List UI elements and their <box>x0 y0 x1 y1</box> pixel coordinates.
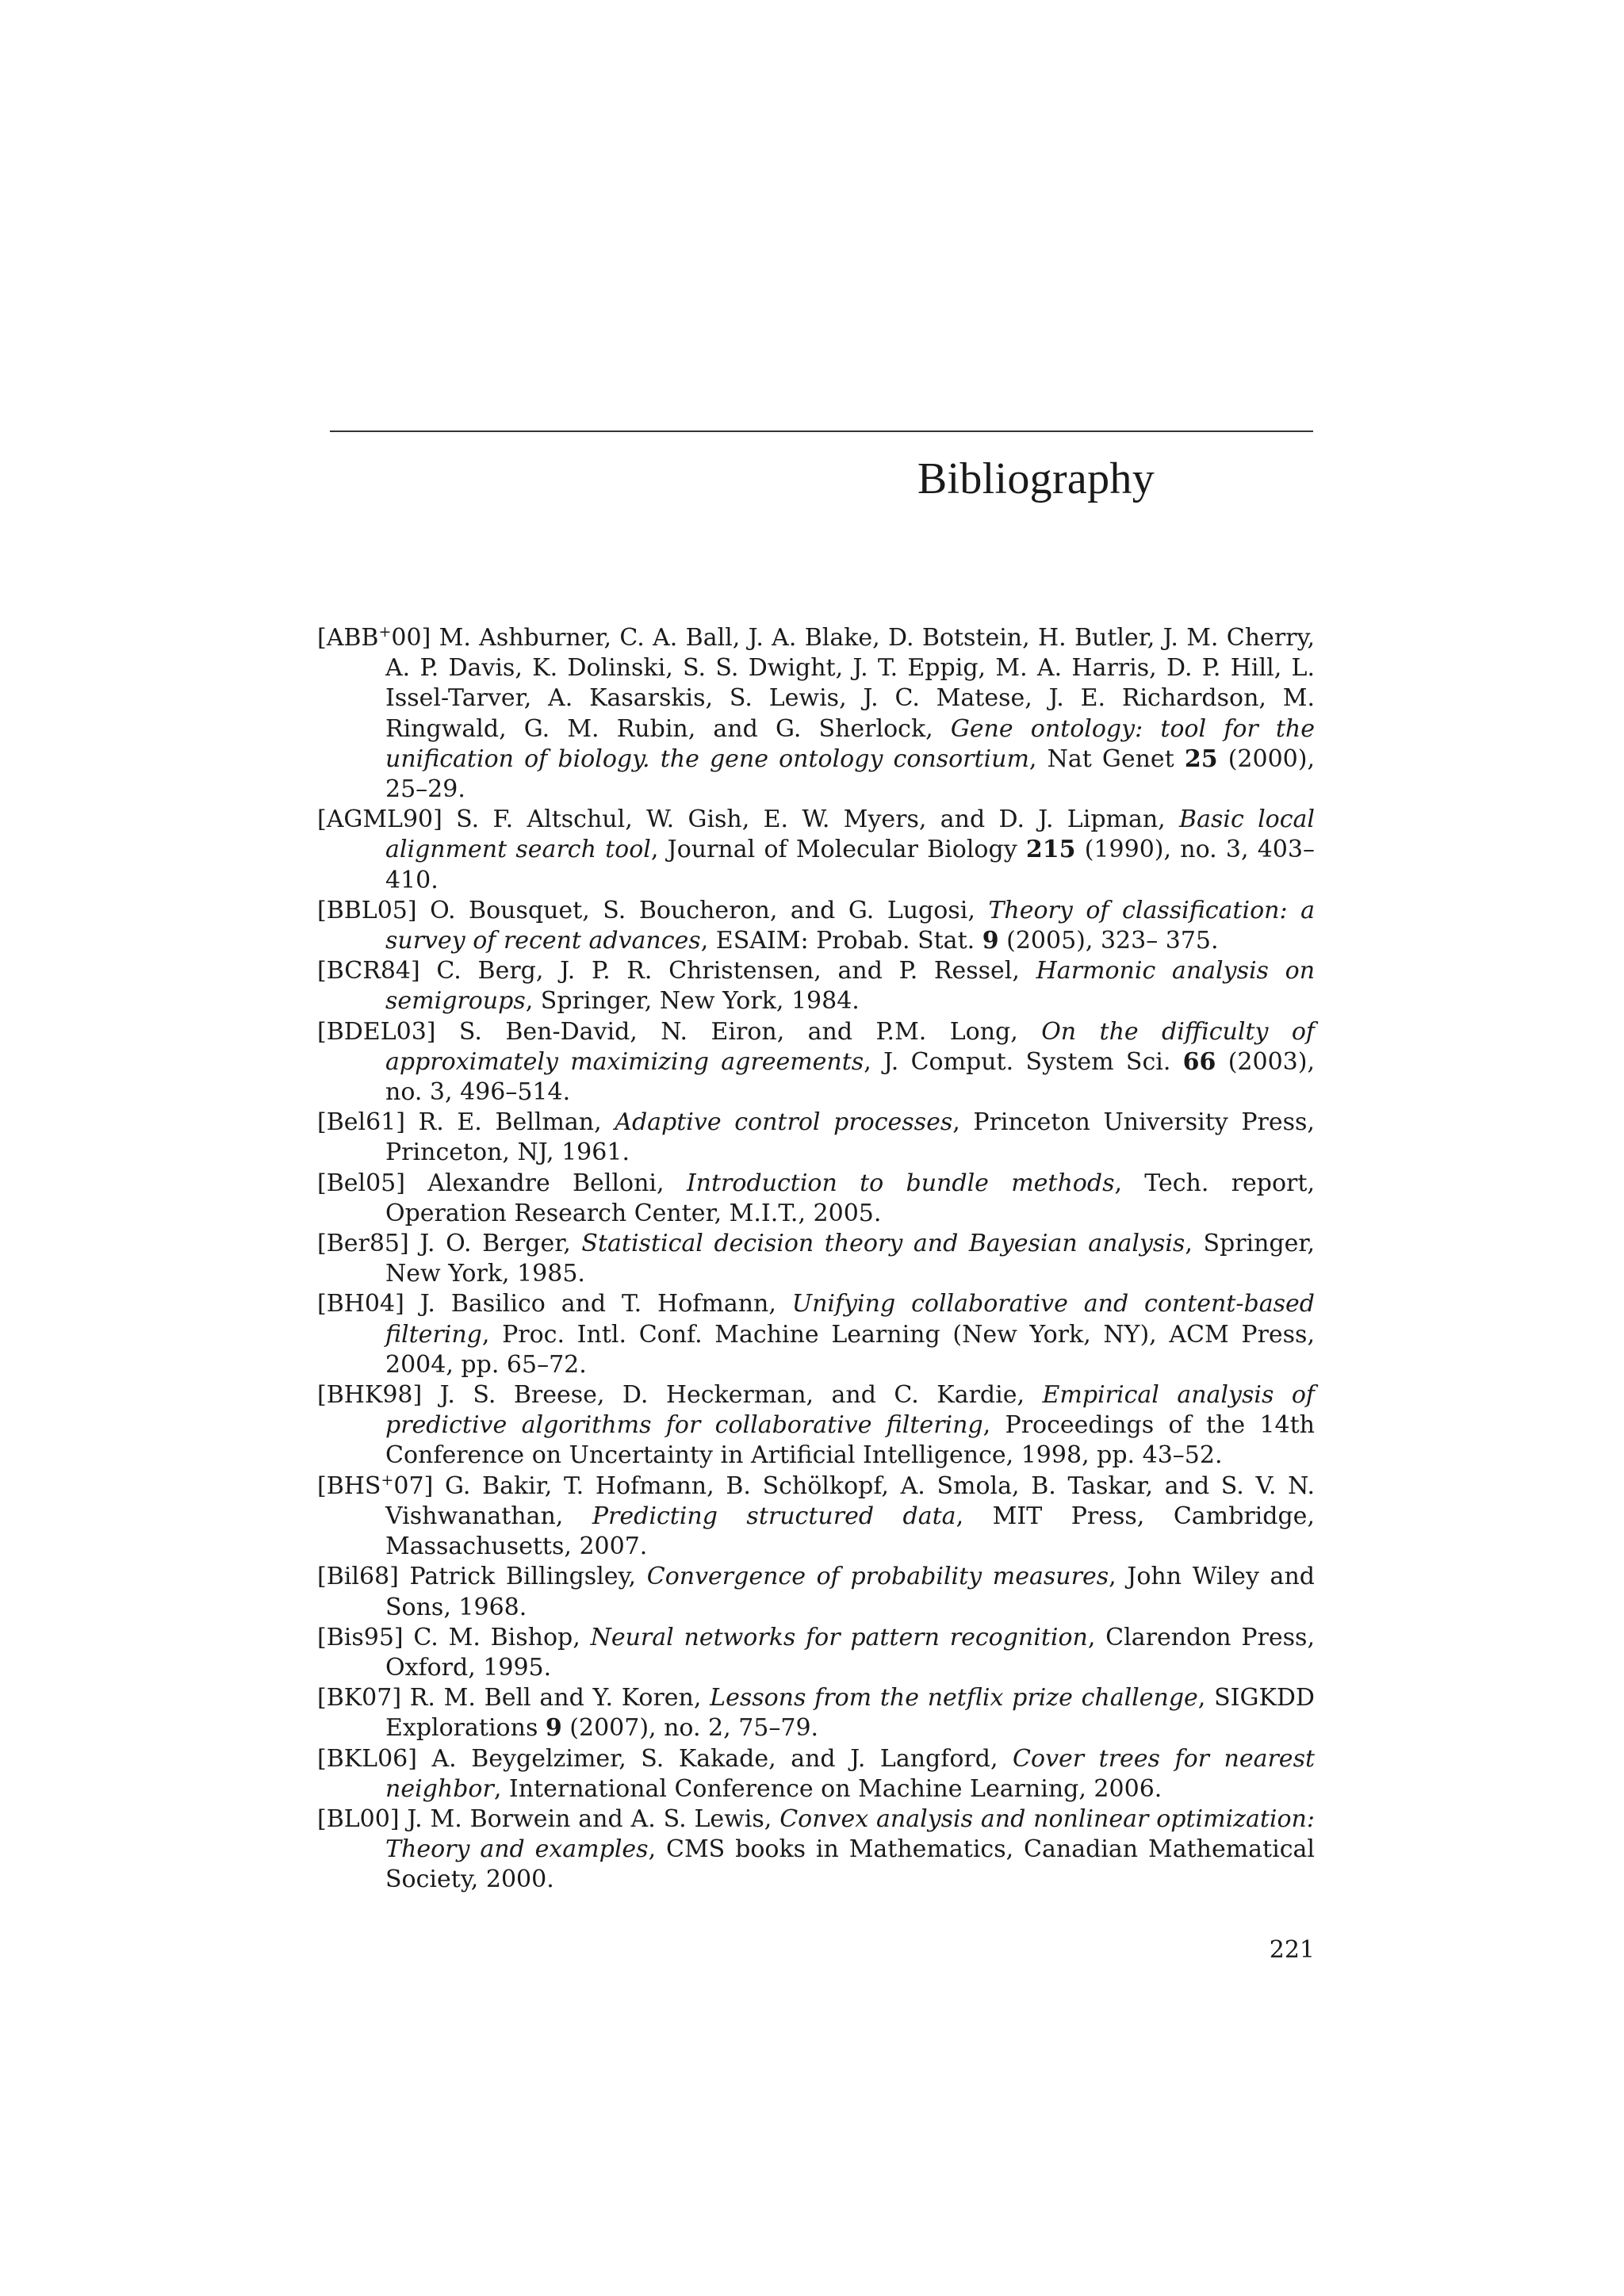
citation-key <box>317 897 417 924</box>
entry-volume: 9 <box>545 1714 562 1743</box>
citation-key <box>317 1563 399 1590</box>
chapter-title: Bibliography <box>917 454 1155 503</box>
entry-details: (2003), no. 3, 496–514. <box>385 1047 1316 1107</box>
entry-title: Harmonic analysis on semigroups <box>385 957 1316 1016</box>
entry-title: Unifying collaborative and content-based filtering <box>385 1290 1315 1349</box>
citation-key <box>317 1108 405 1136</box>
bib-entry <box>317 1017 1315 1108</box>
bib-entry <box>317 956 1315 1016</box>
entry-venue: , Nat Genet <box>1028 744 1185 773</box>
citation-key <box>317 1472 433 1500</box>
citation-key-sup: + <box>381 1471 394 1489</box>
citation-key <box>317 1290 404 1318</box>
citation-key <box>317 1624 404 1651</box>
entry-authors: R. E. Bellman, <box>418 1108 602 1137</box>
bib-entry <box>317 1744 1315 1804</box>
citation-key <box>317 1018 436 1046</box>
citation-key-tail: 07] <box>393 1471 434 1500</box>
entry-details: , Springer, New York, 1985. <box>385 1230 1315 1288</box>
entry-authors: C. Berg, J. P. R. Christensen, and P. Ressel, <box>436 957 1020 985</box>
entry-details: , Springer, New York, 1984. <box>525 987 860 1016</box>
entry-volume: 66 <box>1182 1047 1216 1076</box>
entry-details: (1990), no. 3, 403–410. <box>385 836 1315 894</box>
bib-entry <box>317 1623 1315 1683</box>
entry-title: Adaptive control processes <box>615 1108 953 1137</box>
entry-authors: J. S. Breese, D. Heckerman, and C. Kardie, <box>439 1381 1025 1410</box>
citation-key-sup: + <box>378 623 392 641</box>
citation-key-text: [BDEL03] <box>317 1017 436 1046</box>
citation-key <box>317 1805 400 1833</box>
entry-details: (2007), no. 2, 75–79. <box>561 1714 819 1743</box>
entry-title: Theory of classification: a survey of recent advances <box>385 896 1315 955</box>
citation-key <box>317 1169 405 1197</box>
entry-authors: Patrick Billingsley, <box>409 1563 637 1591</box>
chapter-rule <box>330 430 1313 432</box>
entry-authors: Alexandre Belloni, <box>427 1169 665 1197</box>
entry-authors: O. Bousquet, S. Boucheron, and G. Lugosi, <box>430 896 975 924</box>
entry-authors: G. Bakir, T. Hofmann, B. Schölkopf, A. Smola, B. Taskar, and S. V. N. Vishwanathan, <box>385 1471 1315 1530</box>
entry-title: Statistical decision theory and Bayesian analysis <box>581 1230 1185 1258</box>
citation-key-text: [BCR84] <box>317 957 420 985</box>
citation-key-text: [BKL06] <box>317 1744 417 1773</box>
entry-title: Empirical analysis of predictive algorithms for collaborative filtering <box>385 1381 1315 1440</box>
entry-volume: 215 <box>1025 836 1076 864</box>
entry-authors: R. M. Bell and Y. Koren, <box>409 1684 702 1712</box>
citation-key-text: [BBL05] <box>317 896 417 924</box>
entry-title: Basic local alignment search tool <box>385 806 1316 864</box>
citation-key-text: [Bil68] <box>317 1563 399 1591</box>
entry-authors: J. O. Berger, <box>419 1230 571 1258</box>
citation-key <box>317 806 442 833</box>
entry-volume: 25 <box>1184 744 1218 773</box>
entry-title: Neural networks for pattern recognition <box>590 1623 1088 1651</box>
citation-key <box>317 1684 401 1712</box>
bib-entry <box>317 1169 1315 1229</box>
citation-key-text: [Bel61] <box>317 1108 405 1137</box>
entry-details: (2005), 323– 375. <box>998 927 1219 955</box>
entry-authors: M. Ashburner, C. A. Ball, J. A. Blake, D. Botstein, H. Butler, J. M. Cherry, A. P. Davis, K. Dolinski, S. S. Dwight, J. T. Eppig, M. A. Harris, D. P. Hill, L. Issel-Tarver, A. Kasarskis, S. Lewis, J. C. Matese, J. E. Richardson, M. Ringwald, G. M. Rubin, and G. Sherlock, <box>385 624 1315 743</box>
bib-entry <box>317 805 1315 896</box>
citation-key-text: [Bis95] <box>317 1623 404 1651</box>
entry-details: , Proc. Intl. Conf. Machine Learning (New York, NY), ACM Press, 2004, pp. 65–72. <box>385 1320 1315 1379</box>
entry-authors: S. F. Altschul, W. Gish, E. W. Myers, and D. J. Lipman, <box>456 806 1166 834</box>
bib-entry <box>317 1683 1315 1743</box>
citation-key-text: [BL00] <box>317 1804 400 1833</box>
entry-venue: , SIGKDD Explorations <box>385 1684 1315 1743</box>
citation-key-text: [BK07] <box>317 1684 402 1712</box>
entry-details: , Proceedings of the 14th Conference on Uncertainty in Artificial Intelligence, 1998, pp. 43–52. <box>385 1411 1315 1470</box>
citation-key <box>317 624 431 652</box>
entry-details: , Princeton University Press, Princeton, NJ, 1961. <box>385 1108 1315 1167</box>
entry-details: (2000), 25–29. <box>385 744 1315 804</box>
bibliography-list <box>317 623 1315 1896</box>
entry-authors: C. M. Bishop, <box>413 1623 580 1651</box>
citation-key-text: [BHS <box>317 1471 381 1500</box>
citation-key <box>317 1381 422 1409</box>
bib-entry <box>317 1562 1315 1622</box>
entry-title: Convergence of probability measures <box>646 1563 1109 1591</box>
entry-details: , Tech. report, Operation Research Center, M.I.T., 2005. <box>385 1169 1315 1227</box>
entry-details: , MIT Press, Cambridge, Massachusetts, 2007. <box>385 1502 1315 1561</box>
citation-key <box>317 1230 409 1257</box>
entry-details: , John Wiley and Sons, 1968. <box>385 1563 1315 1621</box>
bib-entry <box>317 896 1315 956</box>
entry-details: , CMS books in Mathematics, Canadian Mathematical Society, 2000. <box>385 1835 1315 1894</box>
entry-authors: J. Basilico and T. Hofmann, <box>419 1290 776 1318</box>
citation-key-tail: 00] <box>391 624 431 652</box>
entry-venue: , J. Comput. System Sci. <box>864 1047 1183 1076</box>
entry-title: Gene ontology: tool for the unification of biology. the gene ontology consortium <box>385 714 1316 773</box>
entry-title: On the difficulty of approximately maximizing agreements <box>385 1017 1315 1076</box>
entry-details: , International Conference on Machine Learning, 2006. <box>493 1774 1162 1803</box>
entry-volume: 9 <box>982 927 999 955</box>
entry-venue: , Journal of Molecular Biology <box>650 836 1026 864</box>
citation-key-text: [Bel05] <box>317 1169 405 1197</box>
bib-entry <box>317 1108 1315 1168</box>
entry-authors: S. Ben-David, N. Eiron, and P.M. Long, <box>458 1017 1018 1046</box>
entry-venue: , ESAIM: Probab. Stat. <box>700 927 982 955</box>
citation-key-text: [BH04] <box>317 1290 404 1318</box>
entry-title: Cover trees for nearest neighbor <box>385 1744 1316 1803</box>
citation-key-text: [BHK98] <box>317 1381 423 1410</box>
entry-authors: A. Beygelzimer, S. Kakade, and J. Langford, <box>431 1744 998 1773</box>
bib-entry <box>317 1289 1315 1380</box>
entry-title: Introduction to bundle methods <box>686 1169 1115 1197</box>
citation-key <box>317 1745 417 1773</box>
citation-key <box>317 957 420 985</box>
bib-entry <box>317 1471 1315 1563</box>
entry-authors: J. M. Borwein and A. S. Lewis, <box>407 1804 772 1833</box>
bib-entry <box>317 1804 1315 1896</box>
citation-key-text: [AGML90] <box>317 806 442 834</box>
entry-title: Predicting structured data <box>592 1502 956 1530</box>
entry-title: Convex analysis and nonlinear optimization: Theory and examples <box>385 1804 1315 1864</box>
entry-details: , Clarendon Press, Oxford, 1995. <box>385 1623 1315 1682</box>
bib-entry <box>317 623 1315 805</box>
citation-key-text: [ABB <box>317 624 379 652</box>
bib-entry <box>317 1229 1315 1289</box>
bib-entry <box>317 1380 1315 1471</box>
entry-title: Lessons from the netflix prize challenge <box>710 1684 1198 1712</box>
page-number: 221 <box>1269 1936 1315 1964</box>
citation-key-text: [Ber85] <box>317 1230 409 1258</box>
